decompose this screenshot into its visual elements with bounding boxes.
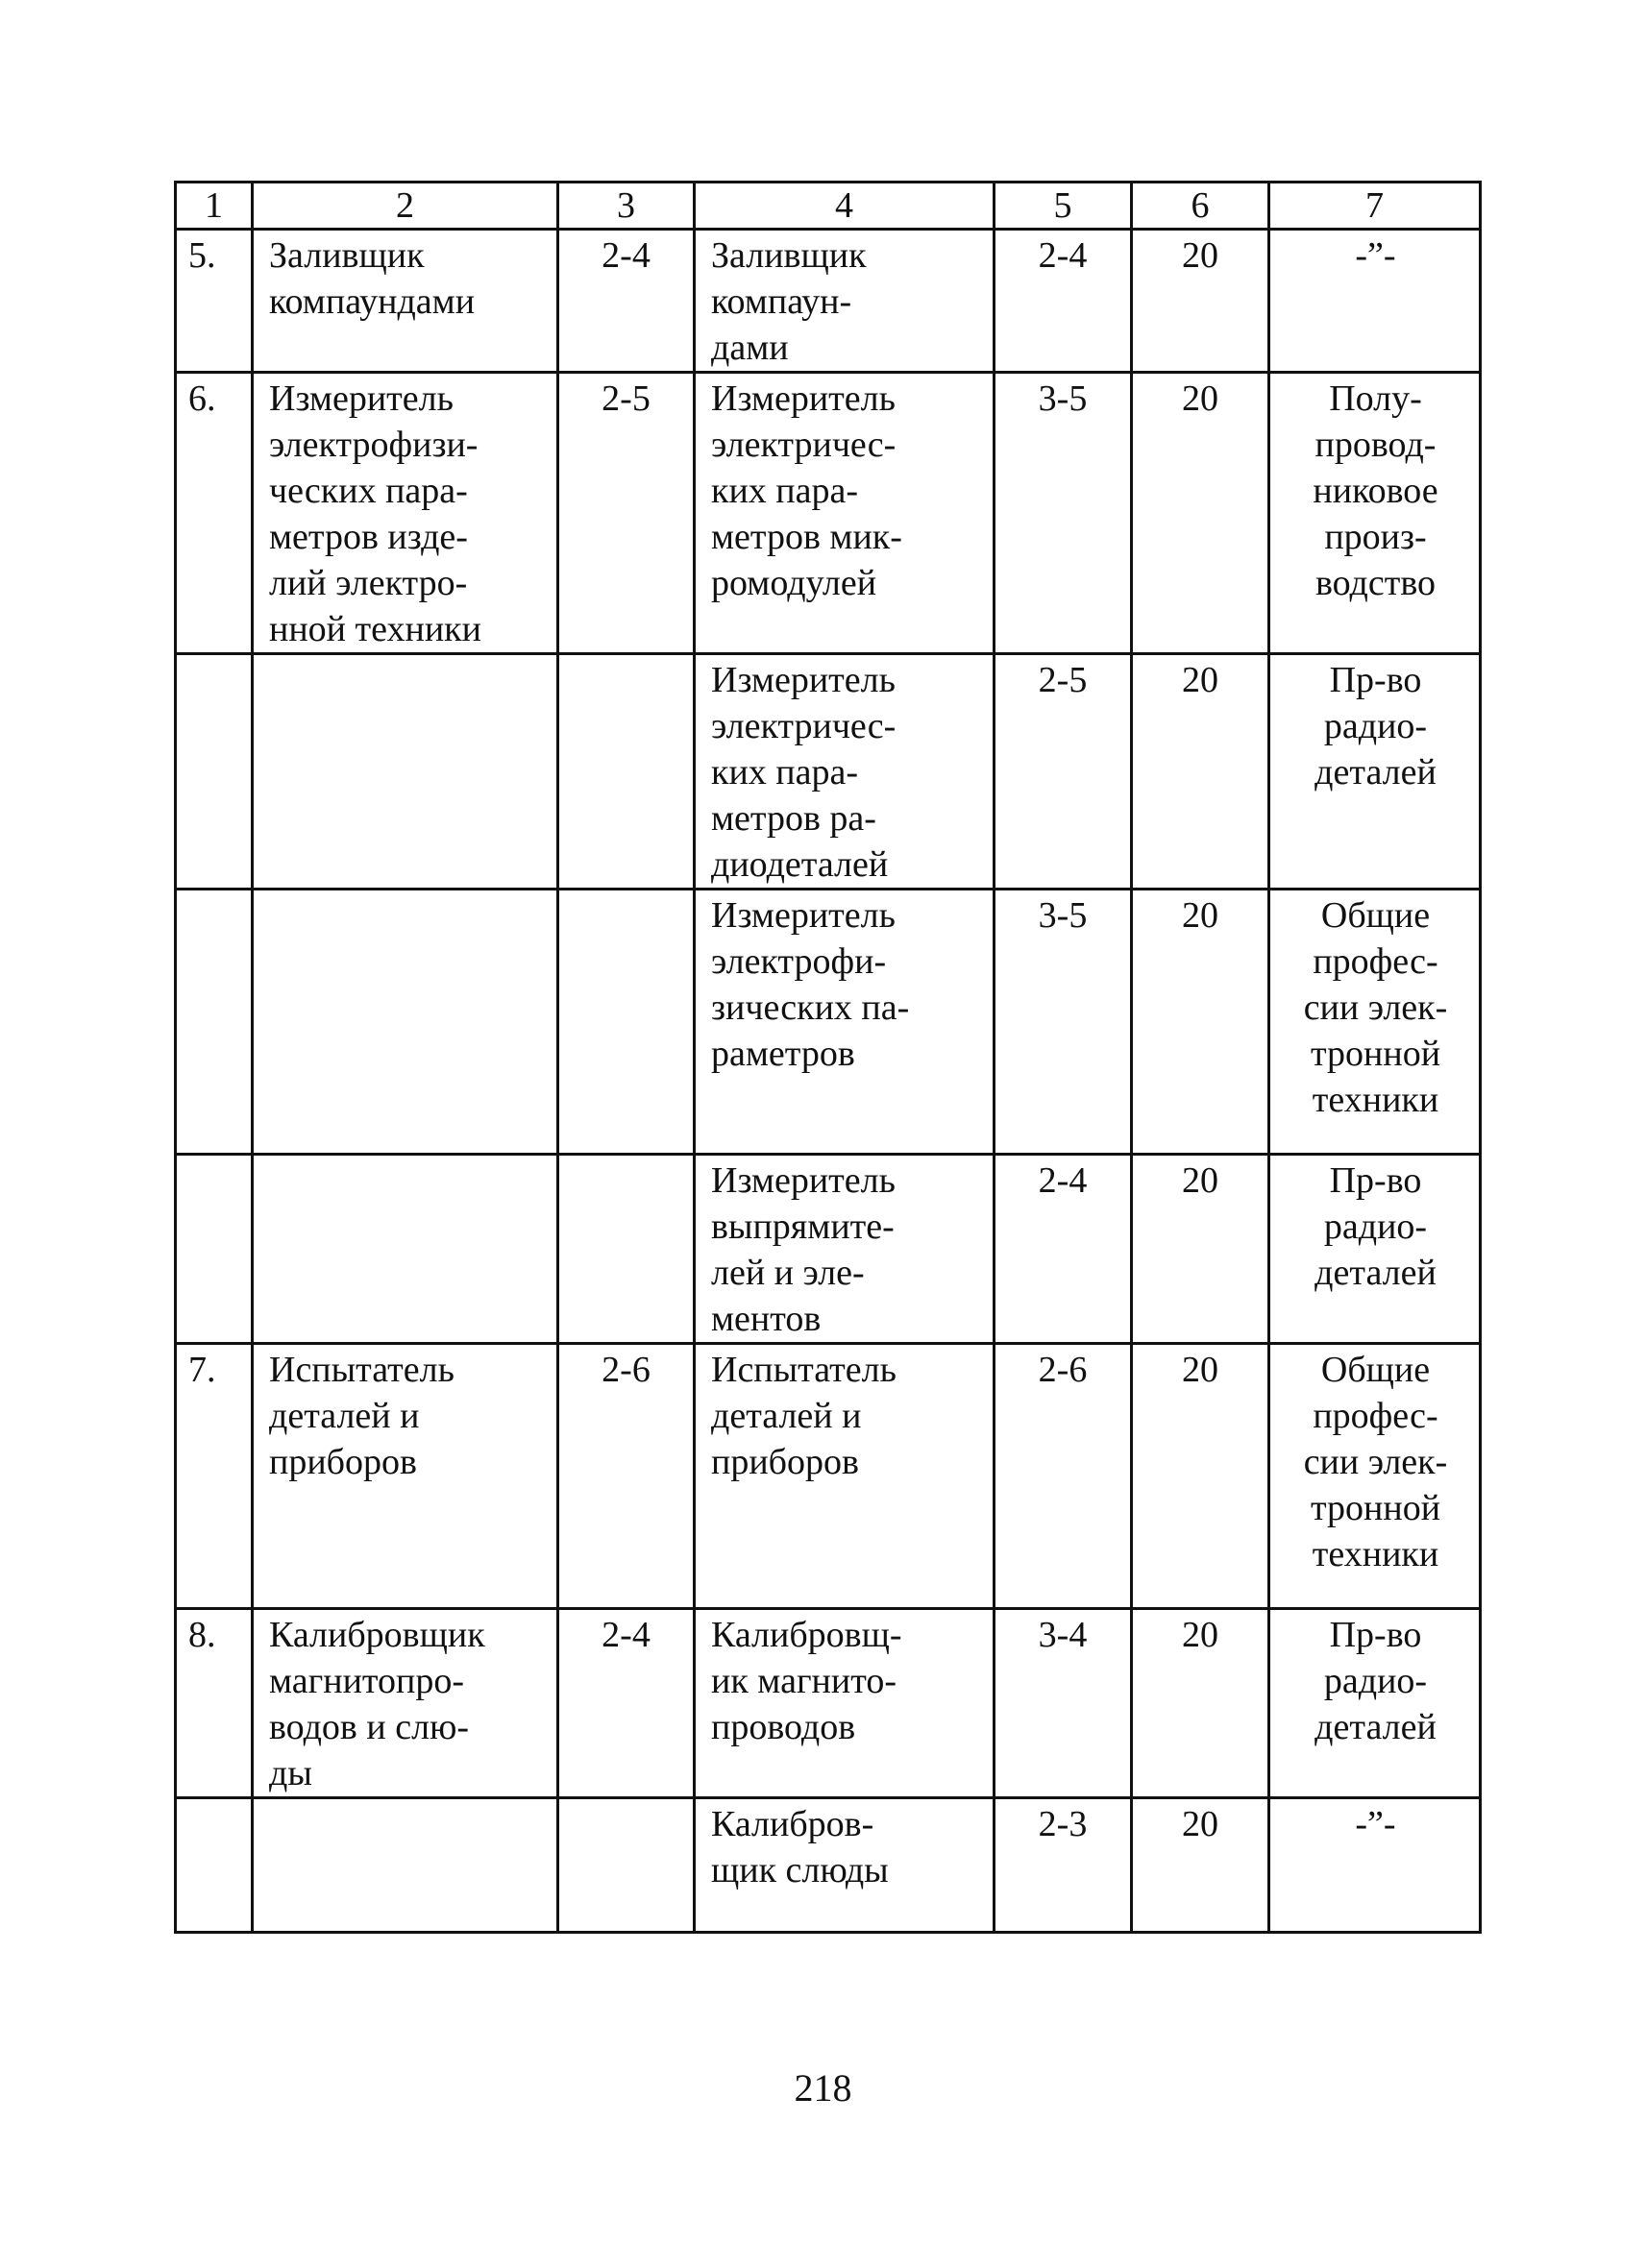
grade-range-cell — [558, 1798, 695, 1933]
industry-cell — [1269, 654, 1481, 890]
header-cell: 2 — [253, 183, 558, 230]
grade-range-cell-text: 2-6 — [602, 1350, 651, 1390]
grades-cell — [995, 1609, 1132, 1798]
grades-cell-text: 3-5 — [1038, 895, 1088, 936]
table-row — [176, 1344, 1481, 1609]
row-number-cell — [176, 1798, 253, 1933]
new-profession-name-cell-text: Калибровщ- ик магнито- проводов — [711, 1615, 902, 1747]
grades-cell — [995, 890, 1132, 1155]
grade-range-cell — [558, 1344, 695, 1609]
table-row — [176, 1155, 1481, 1344]
industry-cell — [1269, 1344, 1481, 1609]
profession-name-cell-text: Измеритель электрофизи- ческих пара- метров изде- лий электро- нной техники — [269, 378, 481, 649]
section-number-cell-text: 20 — [1182, 660, 1218, 700]
profession-name-cell-text: Калибровщик магнитопро- водов и слю- ды — [269, 1615, 485, 1793]
new-profession-name-cell — [695, 1609, 995, 1798]
section-number-cell — [1132, 1344, 1269, 1609]
grade-range-cell — [558, 1609, 695, 1798]
industry-cell-text: Общие профес- сии элек- тронной техники — [1303, 895, 1448, 1120]
row-number-cell — [176, 1344, 253, 1609]
new-profession-name-cell-text: Заливщик компаун- дами — [711, 235, 867, 368]
table-row — [176, 1798, 1481, 1933]
industry-cell-text: -”- — [1355, 1804, 1396, 1844]
new-profession-name-cell — [695, 1155, 995, 1344]
section-number-cell — [1132, 373, 1269, 654]
section-number-cell — [1132, 1609, 1269, 1798]
industry-cell — [1269, 373, 1481, 654]
industry-cell — [1269, 230, 1481, 373]
industry-cell-text: Общие профес- сии элек- тронной техники — [1303, 1350, 1448, 1574]
table-header-row — [176, 183, 1481, 230]
new-profession-name-cell — [695, 230, 995, 373]
profession-name-cell — [253, 1155, 558, 1344]
row-number-cell-text: 7. — [188, 1350, 216, 1390]
grades-cell — [995, 1155, 1132, 1344]
header-cell: 4 — [695, 183, 995, 230]
row-number-cell — [176, 1155, 253, 1344]
section-number-cell — [1132, 890, 1269, 1155]
profession-name-cell — [253, 1609, 558, 1798]
section-number-cell-text: 20 — [1182, 1804, 1218, 1844]
profession-name-cell — [253, 890, 558, 1155]
row-number-cell — [176, 373, 253, 654]
header-cell: 6 — [1132, 183, 1269, 230]
new-profession-name-cell-text: Испытатель деталей и приборов — [711, 1350, 897, 1482]
profession-name-cell — [253, 230, 558, 373]
row-number-cell — [176, 890, 253, 1155]
grade-range-cell — [558, 230, 695, 373]
table-row — [176, 654, 1481, 890]
header-cell: 1 — [176, 183, 253, 230]
grade-range-cell-text: 2-4 — [602, 1615, 651, 1655]
new-profession-name-cell — [695, 373, 995, 654]
grades-cell-text: 3-5 — [1038, 378, 1088, 419]
grades-cell-text: 2-4 — [1038, 235, 1088, 276]
row-number-cell — [176, 230, 253, 373]
industry-cell — [1269, 890, 1481, 1155]
row-number-cell — [176, 654, 253, 890]
section-number-cell-text: 20 — [1182, 1350, 1218, 1390]
profession-name-cell — [253, 654, 558, 890]
industry-cell-text: Пр-во радио- деталей — [1314, 1615, 1437, 1747]
industry-cell — [1269, 1798, 1481, 1933]
grades-cell-text: 2-5 — [1038, 660, 1088, 700]
grade-range-cell — [558, 654, 695, 890]
new-profession-name-cell-text: Измеритель электрофи- зических па- раметров — [711, 895, 910, 1074]
row-number-cell-text: 8. — [188, 1615, 216, 1655]
table-row — [176, 890, 1481, 1155]
grades-cell-text: 2-6 — [1038, 1350, 1088, 1390]
grades-cell-text: 2-3 — [1038, 1804, 1088, 1844]
new-profession-name-cell — [695, 890, 995, 1155]
table-row — [176, 230, 1481, 373]
new-profession-name-cell — [695, 1344, 995, 1609]
grade-range-cell — [558, 890, 695, 1155]
grades-cell — [995, 373, 1132, 654]
grade-range-cell-text: 2-4 — [602, 235, 651, 276]
new-profession-name-cell — [695, 654, 995, 890]
new-profession-name-cell-text: Измеритель электричес- ких пара- метров ра- диодеталей — [711, 660, 897, 885]
grade-range-cell — [558, 373, 695, 654]
profession-name-cell-text: Заливщик компаундами — [269, 235, 476, 322]
section-number-cell-text: 20 — [1182, 1160, 1218, 1201]
industry-cell — [1269, 1609, 1481, 1798]
table-row — [176, 1609, 1481, 1798]
profession-name-cell — [253, 373, 558, 654]
professions-table — [174, 181, 1482, 1934]
row-number-cell-text: 5. — [188, 235, 216, 276]
section-number-cell — [1132, 1798, 1269, 1933]
grades-cell — [995, 1344, 1132, 1609]
section-number-cell-text: 20 — [1182, 1615, 1218, 1655]
section-number-cell-text: 20 — [1182, 895, 1218, 936]
industry-cell-text: Полу- провод- никовое произ- водство — [1313, 378, 1438, 603]
grades-cell-text: 2-4 — [1038, 1160, 1088, 1201]
section-number-cell — [1132, 1155, 1269, 1344]
section-number-cell — [1132, 230, 1269, 373]
section-number-cell — [1132, 654, 1269, 890]
grades-cell — [995, 230, 1132, 373]
grade-range-cell-text: 2-5 — [602, 378, 651, 419]
grades-cell — [995, 654, 1132, 890]
grades-cell-text: 3-4 — [1038, 1615, 1088, 1655]
grade-range-cell — [558, 1155, 695, 1344]
grades-cell — [995, 1798, 1132, 1933]
header-cell: 7 — [1269, 183, 1481, 230]
header-cell: 3 — [558, 183, 695, 230]
industry-cell-text: Пр-во радио- деталей — [1314, 660, 1437, 793]
industry-cell-text: -”- — [1355, 235, 1396, 276]
profession-name-cell — [253, 1798, 558, 1933]
new-profession-name-cell-text: Измеритель электричес- ких пара- метров мик- ромодулей — [711, 378, 902, 603]
header-cell: 5 — [995, 183, 1132, 230]
new-profession-name-cell-text: Измеритель выпрямите- лей и эле- ментов — [711, 1160, 896, 1339]
row-number-cell-text: 6. — [188, 378, 216, 419]
industry-cell-text: Пр-во радио- деталей — [1314, 1160, 1437, 1293]
section-number-cell-text: 20 — [1182, 235, 1218, 276]
profession-name-cell — [253, 1344, 558, 1609]
row-number-cell — [176, 1609, 253, 1798]
section-number-cell-text: 20 — [1182, 378, 1218, 419]
table-row — [176, 373, 1481, 654]
page-number: 218 — [794, 2066, 852, 2109]
new-profession-name-cell — [695, 1798, 995, 1933]
new-profession-name-cell-text: Калибров- щик слюды — [711, 1804, 889, 1890]
profession-name-cell-text: Испытатель деталей и приборов — [269, 1350, 454, 1482]
industry-cell — [1269, 1155, 1481, 1344]
